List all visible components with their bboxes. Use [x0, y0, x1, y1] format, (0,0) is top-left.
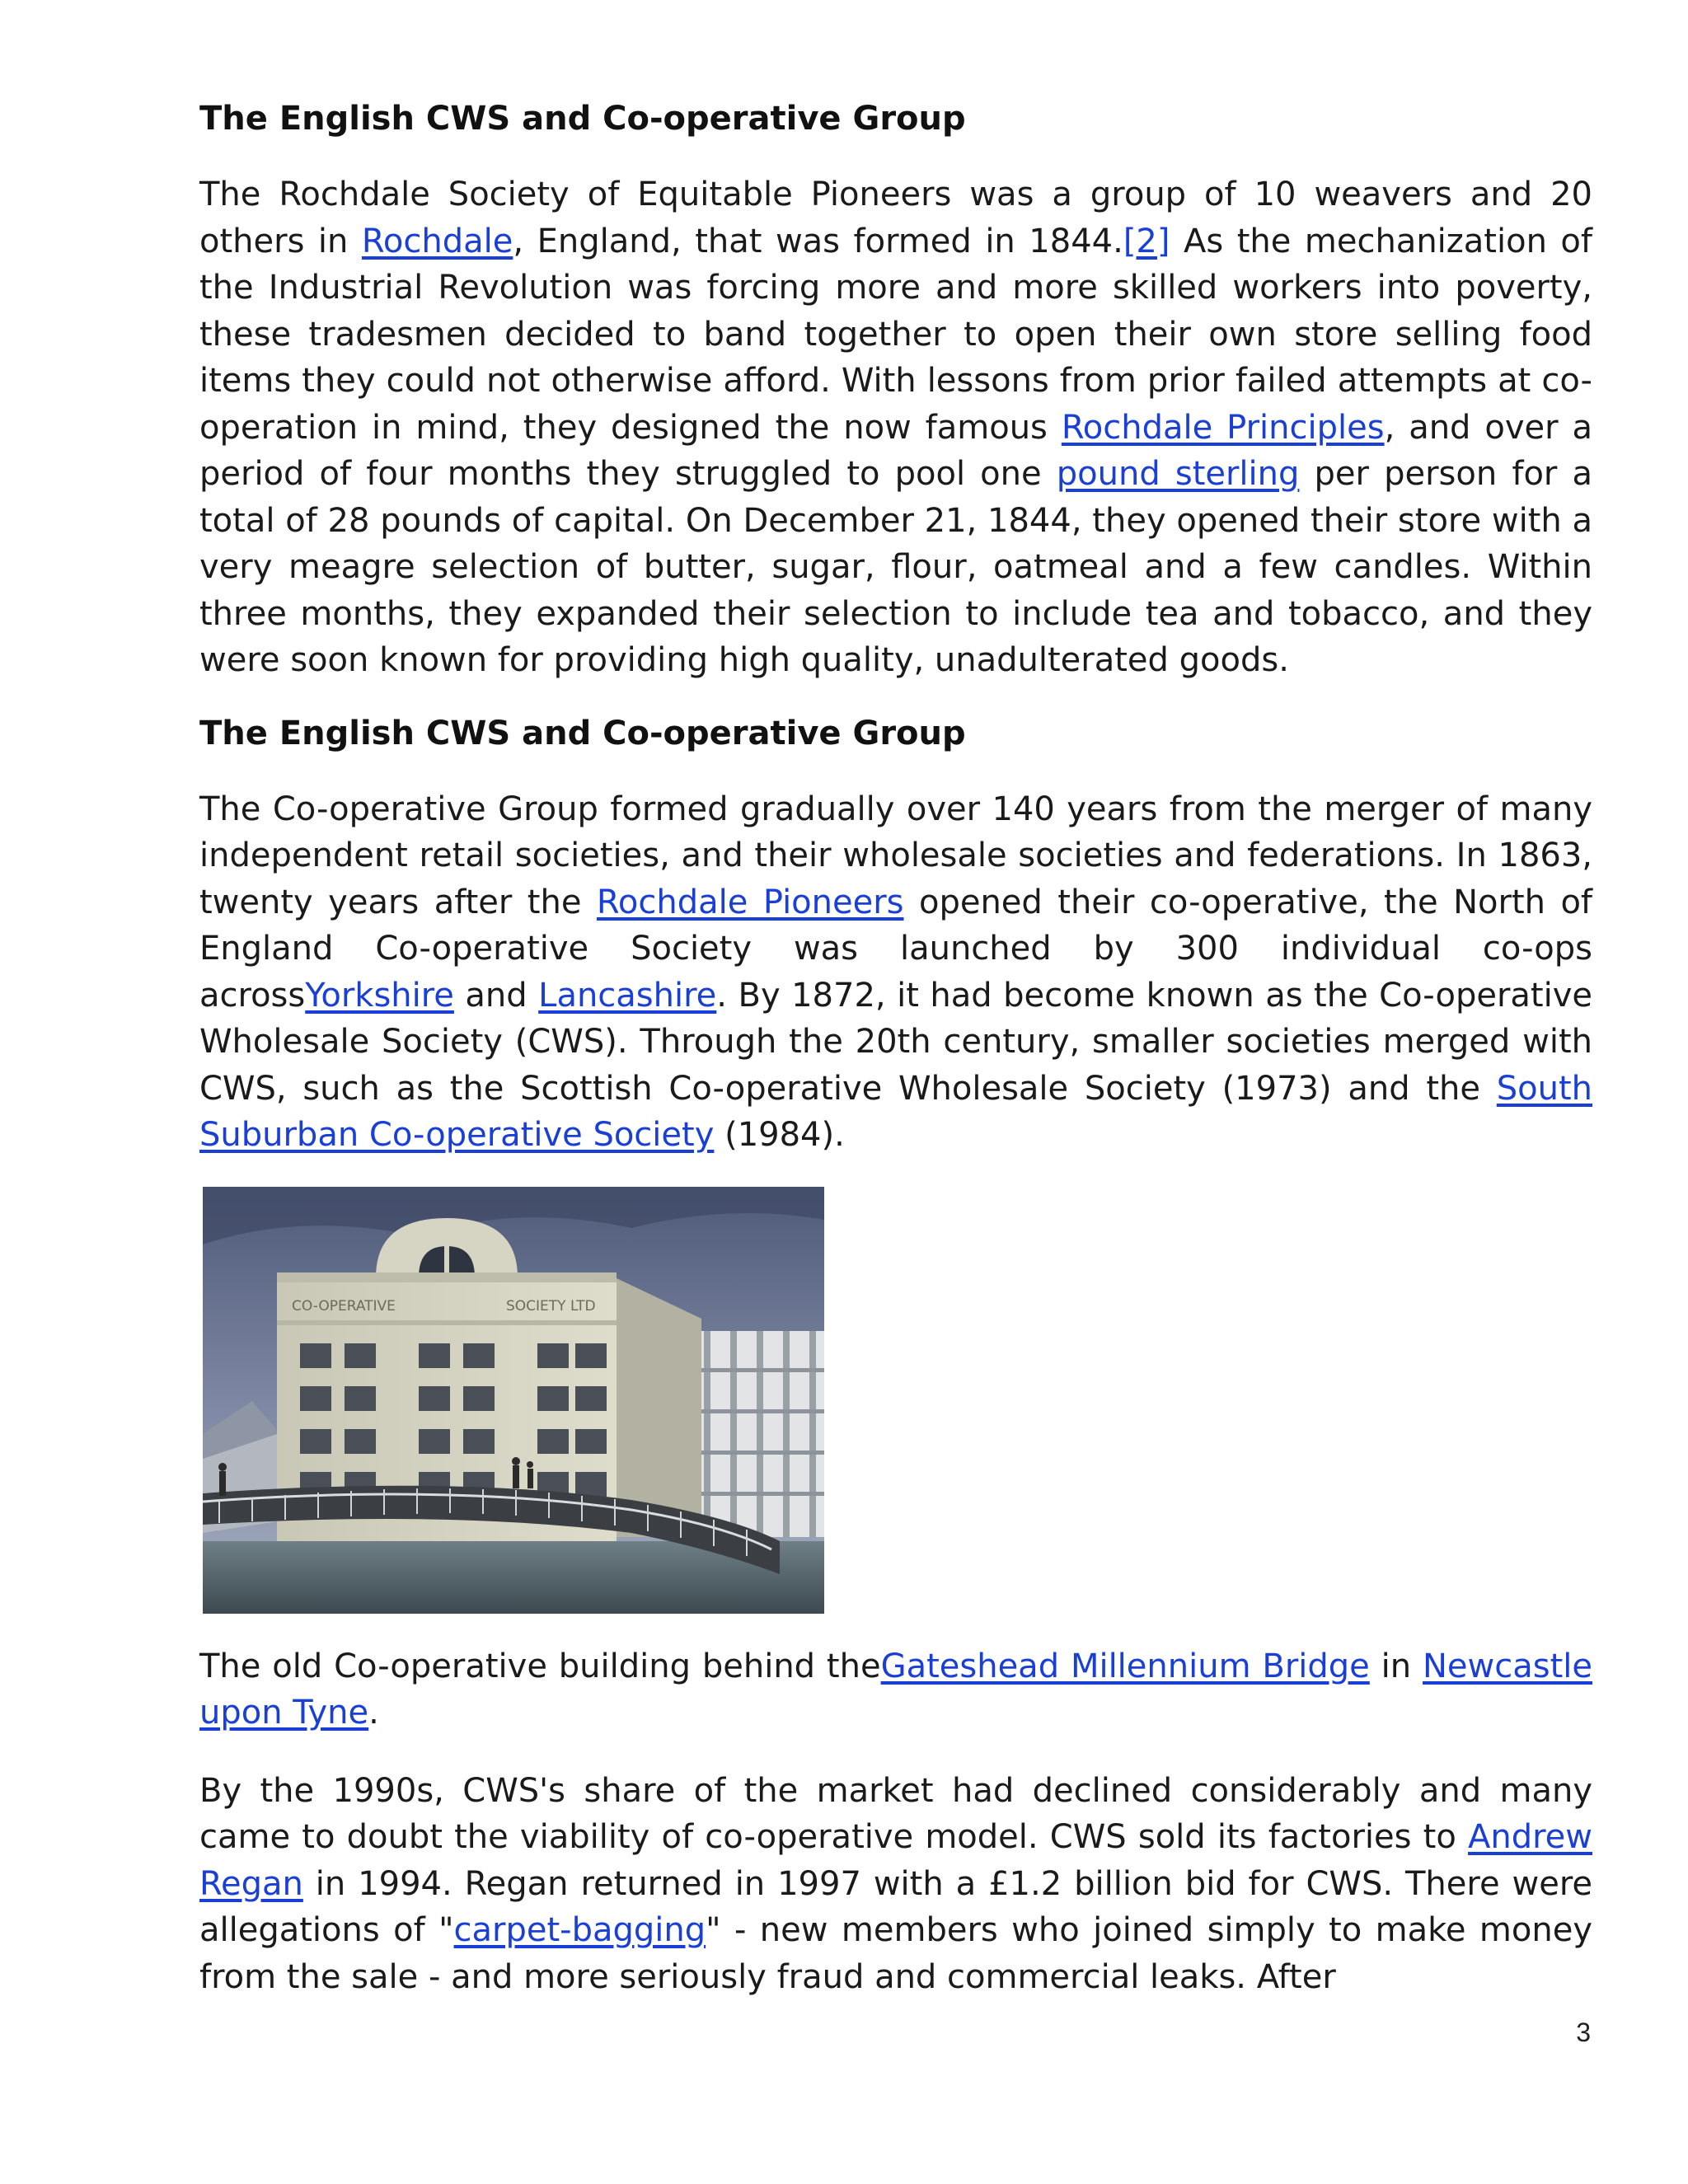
- text-run: The Rochdale Society of Equitable Pioneers was a group of 10 weavers and 20 others in: [199, 176, 1592, 260]
- text-run: The Co-operative Group formed gradually over 140 years from the merger of many independent retail societies, and their wholesale societies and federations. In 1863, twenty years after the: [199, 790, 1592, 921]
- link-rochdale[interactable]: Rochdale: [361, 222, 513, 260]
- text-run: , England, that was formed in 1844.: [513, 222, 1123, 260]
- text-run: , and over a period of four months they struggled to pool one: [199, 408, 1592, 493]
- text-run: " - new members who joined simply to make money from the sale - and more seriously fraud and commercial leaks. After: [199, 1911, 1593, 1996]
- text-run: The old Co-operative building behind the: [199, 1647, 881, 1685]
- link-footnote-2[interactable]: [2]: [1123, 222, 1170, 260]
- link-yorkshire[interactable]: Yorkshire: [305, 976, 454, 1015]
- cooperative-building-photo: [203, 1187, 824, 1614]
- building-illustration: [203, 1187, 824, 1614]
- text-run: .: [368, 1694, 379, 1732]
- link-pound-sterling[interactable]: pound sterling: [1056, 455, 1300, 493]
- link-gateshead-millennium-bridge[interactable]: Gateshead Millennium Bridge: [880, 1647, 1370, 1685]
- page-number: 3: [1576, 2018, 1591, 2047]
- link-south-suburban-cooperative-society[interactable]: South Suburban Co-operative Society: [199, 1069, 1592, 1154]
- link-rochdale-pioneers[interactable]: Rochdale Pioneers: [596, 883, 904, 921]
- text-run: By the 1990s, CWS's share of the market had declined considerably and many came to doubt the viability of co-operative model. CWS sold its factories to: [199, 1771, 1592, 1856]
- link-rochdale-principles[interactable]: Rochdale Principles: [1061, 408, 1385, 447]
- link-newcastle-upon-tyne[interactable]: Newcastle upon Tyne: [199, 1647, 1592, 1732]
- link-lancashire[interactable]: Lancashire: [538, 976, 717, 1015]
- text-run: per person for a total of 28 pounds of capital. On December 21, 1844, they opened their store with a very meagre selection of butter, sugar, flour, oatmeal and a few candles. Within three months, they expanded their selection to include tea and tobacco, and they were soon known for providing high quality, unadulterated goods.: [199, 455, 1593, 679]
- text-run: opened their co-operative, the North of England Co-operative Society was launched by 300 individual co-ops across: [199, 883, 1592, 1015]
- section-heading-cws: The English CWS and Co-operative Group: [199, 714, 966, 752]
- building-sign-left: CO-OPERATIVE: [292, 1297, 396, 1315]
- text-run: (1984).: [714, 1116, 845, 1154]
- page-content: [199, 97, 1592, 2028]
- figure-caption: [199, 1643, 1592, 1736]
- paragraph-cws-decline: [199, 1768, 1592, 2001]
- paragraph-cws-history: [199, 786, 1592, 1159]
- text-run: and: [453, 976, 539, 1015]
- text-run: As the mechanization of the Industrial Revolution was forcing more and more skilled workers into poverty, these tradesmen decided to band together to open their own store selling food items they could not otherwise afford. With lessons from prior failed attempts at co-operation in mind, they designed the now famous: [199, 222, 1592, 447]
- building-sign-right: SOCIETY LTD: [506, 1297, 596, 1315]
- link-andrew-regan[interactable]: Andrew Regan: [199, 1818, 1592, 1903]
- section-heading-rochdale: The English CWS and Co-operative Group: [199, 100, 966, 138]
- text-run: in 1994. Regan returned in 1997 with a £1.2 billion bid for CWS. There were allegations of ": [199, 1864, 1592, 1949]
- text-run: in: [1369, 1647, 1423, 1685]
- paragraph-rochdale-pioneers: [199, 171, 1592, 684]
- building-side-wall: [615, 1277, 701, 1537]
- text-run: . By 1872, it had become known as the Co-operative Wholesale Society (CWS). Through the 20th century, smaller societies merged with CWS, such as the Scottish Co-operative Wholesale Society (1973) and the: [199, 976, 1592, 1108]
- link-carpet-bagging[interactable]: carpet-bagging: [453, 1911, 706, 1949]
